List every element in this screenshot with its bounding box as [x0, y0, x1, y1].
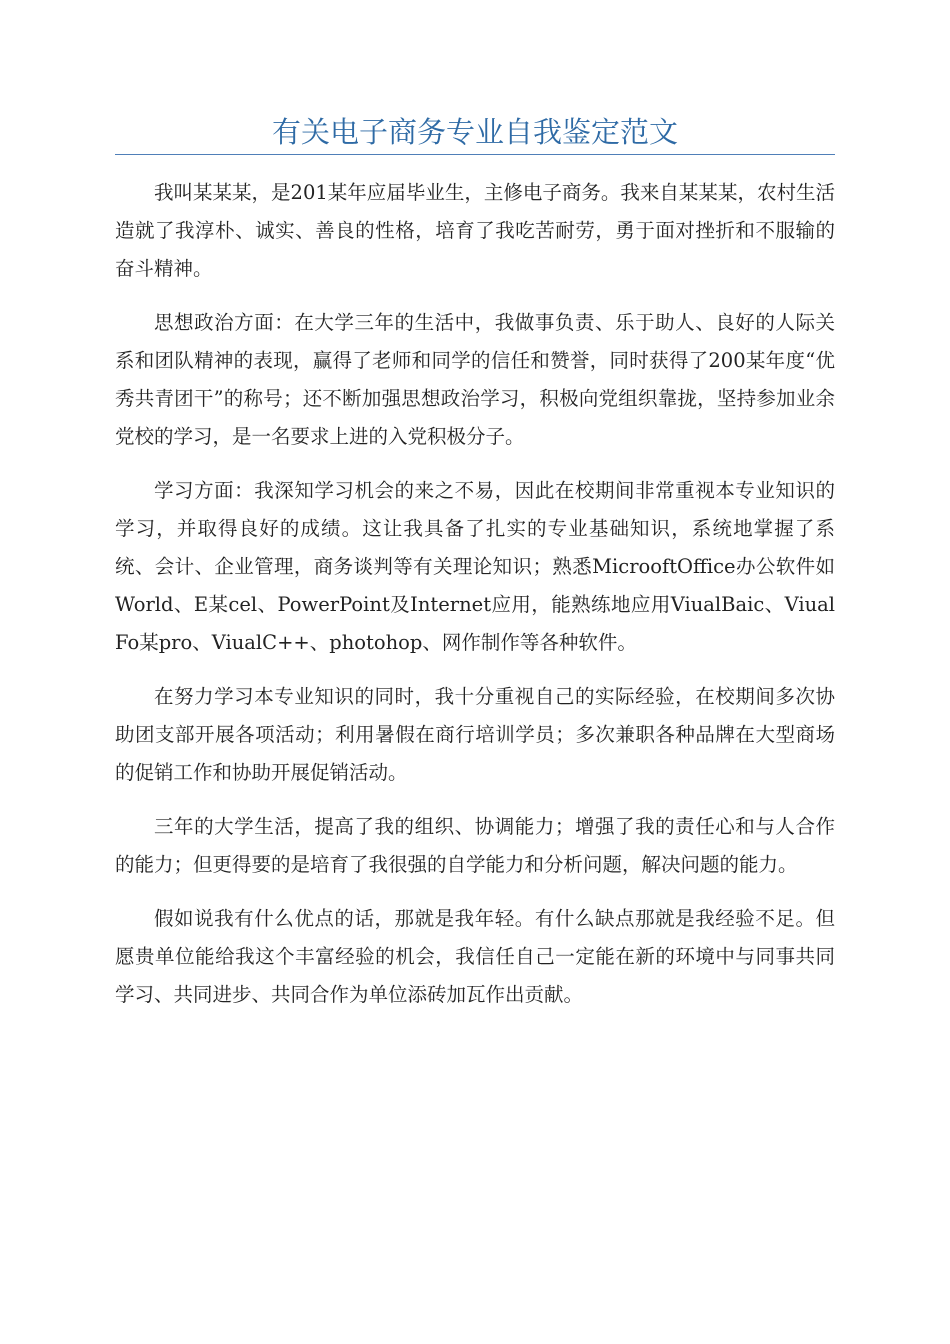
paragraph-abilities: 三年的大学生活，提高了我的组织、协调能力；增强了我的责任心和与人合作的能力；但更得要的是培育了我很强的自学能力和分析问题，解决问题的能力。	[115, 815, 835, 876]
paragraph-political: 思想政治方面：在大学三年的生活中，我做事负责、乐于助人、良好的人际关系和团队精神的表现，赢得了老师和同学的信任和赞誉，同时获得了200某年度“优秀共青团干”的称号；还不断加强思想政治学习，积极向党组织靠拢，坚持参加业余党校的学习，是一名要求上进的入党积极分子。	[115, 311, 835, 448]
paragraph-conclusion: 假如说我有什么优点的话，那就是我年轻。有什么缺点那就是我经验不足。但愿贵单位能给我这个丰富经验的机会，我信任自己一定能在新的环境中与同事共同学习、共同进步、共同合作为单位添砖加瓦作出贡献。	[115, 907, 835, 1006]
paragraph-intro: 我叫某某某，是201某年应届毕业生，主修电子商务。我来自某某某，农村生活造就了我淳朴、诚实、善良的性格，培育了我吃苦耐劳，勇于面对挫折和不服输的奋斗精神。	[115, 181, 835, 280]
paragraph-experience: 在努力学习本专业知识的同时，我十分重视自己的实际经验，在校期间多次协助团支部开展各项活动；利用暑假在商行培训学员；多次兼职各种品牌在大型商场的促销工作和协助开展促销活动。	[115, 685, 835, 784]
paragraph-study: 学习方面：我深知学习机会的来之不易，因此在校期间非常重视本专业知识的学习，并取得良好的成绩。这让我具备了扎实的专业基础知识，系统地掌握了系统、会计、企业管理，商务谈判等有关理论知识；熟悉MicrooftOffice办公软件如World、E某cel、PowerPoint及Internet应用，能熟练地应用ViualBaic、ViualFo某pro、ViualC++、photohop、网作制作等各种软件。	[115, 479, 835, 654]
title-underline	[115, 154, 835, 155]
document-title: 有关电子商务专业自我鉴定范文	[271, 115, 678, 149]
document-body	[115, 174, 835, 1030]
